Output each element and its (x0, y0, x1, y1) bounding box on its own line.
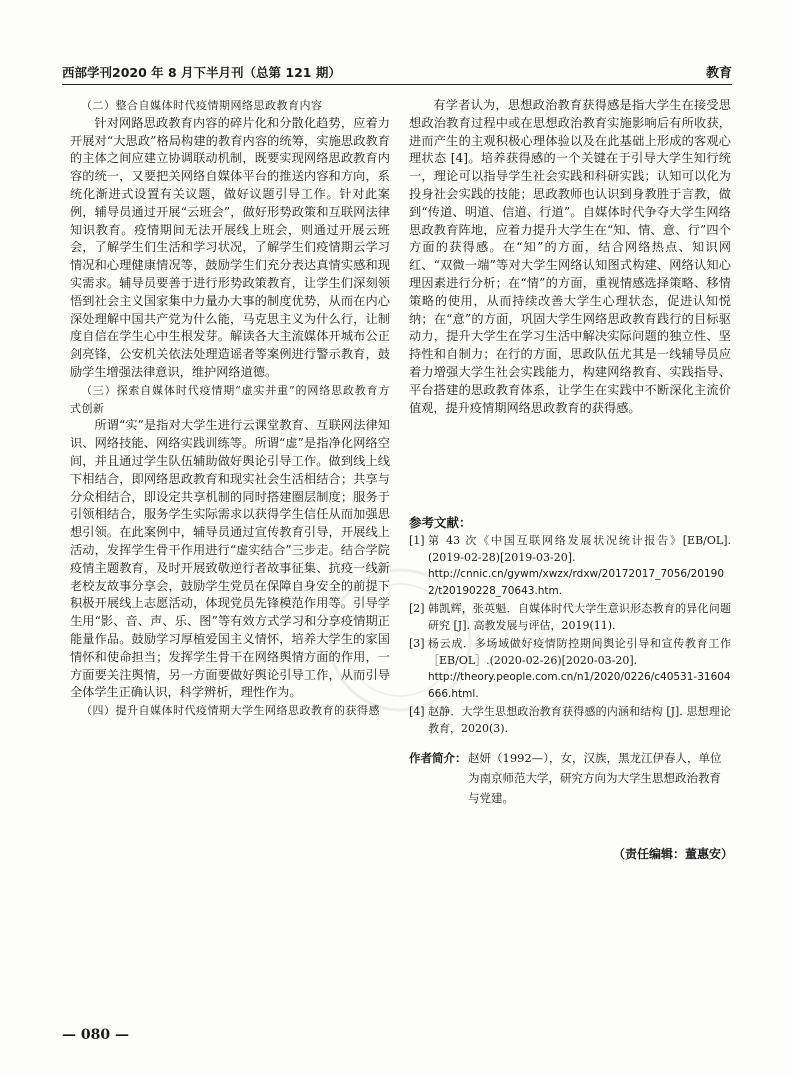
body-paragraph: 有学者认为，思想政治教育获得感是指大学生在接受思想政治教育过程中或在思想政治教育实施影响后有所收获，进而产生的主观积极心理体验以及在此基础上形成的客观心理状态 [4]。培养获得感的一个关键在于引导大学生知行统一，理论可以指导学生社会实践和科研实践；认知可以化为投身社会实践的技能；思政教师也认识到身教胜于言教，做到“传道、明道、信道、行道”。自媒体时代争夺大学生网络思政教育阵地，应着力提升大学生在“知、情、意、行”四个方面的获得感。在“知”的方面，结合网络热点、知识网红、“双微一端”等对大学生网络认知图式构建、网络认知心理因素进行分析；在“情”的方面，重视情感选择策略、移情策略的使用，从而持续改善大学生心理状态，促进认知悦纳；在“意”的方面，巩固大学生网络思政教育践行的目标驱动力，提升大学生在学习生活中解决实际问题的独立性、坚持性和自制力；在行的方面，思政队伍尤其是一线辅导员应着力增强大学生社会实践能力，构建网络教育、实践指导、平台搭建的思政教育体系，让学生在实践中不断深化主流价值观，提升疫情期网络思政教育的获得感。 (409, 98, 731, 415)
reference-text: 第 43 次《中国互联网络发展状况统计报告》[EB/OL].(2019-02-28)[2019-03-20]. (428, 534, 731, 564)
section-label: 教育 (705, 66, 732, 81)
author-bio-label: 作者简介： (409, 751, 467, 765)
left-column (70, 97, 390, 720)
references-list (409, 533, 731, 739)
responsible-editor: （责任编辑：董惠安） (612, 847, 733, 861)
reference-url[interactable]: http://theory.people.com.cn/n1/2020/0226/c40531-31604666.html. (428, 671, 731, 700)
reference-item (409, 533, 731, 599)
reference-number: [4] (409, 705, 425, 718)
reference-item (409, 636, 731, 702)
reference-text: 杨云成．多场域做好疫情防控期间舆论引导和宣传教育工作［EB/OL］.(2020-02-26)[2020-03-20]. (428, 637, 731, 667)
header-journal-issue (62, 63, 341, 81)
page-number: — 080 — (62, 1027, 129, 1043)
reference-url[interactable]: http://cnnic.cn/gywm/xwzx/rdxw/20172017_7056/201902/t20190228_70643.htm. (428, 568, 725, 597)
body-paragraph: 所谓“实”是指对大学生进行云课堂教育、互联网法律知识、网络技能、网络实践训练等。所谓“虚”是指净化网络空间，并且通过学生队伍辅助做好舆论引导工作。做到线上线下相结合，即网络思政教育和现实社会生活相结合；共享与分众相结合，即设定共享机制的同时搭建圈层制度；服务于引领相结合，服务学生实际需求以获得学生信任从而加强思想引领。在此案例中，辅导员通过宣传教育引导，开展线上活动，发挥学生骨干作用进行“虚实结合”三步走。结合学院疫情主题教育，及时开展致敬逆行者故事征集、抗疫一线新老校友故事分享会，鼓励学生党员在保障自身安全的前提下积极开展线上志愿活动，体现党员先锋模范作用等。引导学生用“影、音、声、乐、图”等有效方式学习和分享疫情期正能量作品。鼓励学习厚植爱国主义情怀，培养大学生的家国情怀和使命担当；发挥学生骨干在网络舆情方面的作用，一方面要关注舆情，另一方面要做好舆论引导工作，从而引导全体学生正确认识，科学辨析，理性作为。 (70, 418, 390, 700)
reference-text: 韩凯辉，张英魁．自媒体时代大学生意识形态教育的异化问题研究 [J]. 高教发展与评估，2019(11). (428, 602, 731, 632)
reference-text: 赵静．大学生思想政治教育获得感的内涵和结构 [J]. 思想理论教育，2020(3). (428, 705, 731, 735)
reference-item (409, 601, 731, 634)
reference-number: [2] (409, 602, 425, 615)
right-column (409, 97, 731, 417)
author-bio-text: 赵妍（1992—），女，汉族，黑龙江伊春人，单位为南京师范大学，研究方向为大学生思想政治教育与党建。 (468, 751, 722, 805)
running-header (62, 63, 732, 81)
reference-number: [1] (409, 534, 425, 547)
reference-number: [3] (409, 637, 425, 650)
section-heading: （四）提升自媒体时代疫情期大学生网络思政教育的获得感 (81, 704, 380, 718)
author-bio (409, 748, 731, 808)
section-heading: （二）整合自媒体时代疫情期网络思政教育内容 (81, 99, 323, 112)
header-rule (62, 84, 732, 85)
reference-item (409, 704, 731, 737)
references-title: 参考文献： (409, 515, 472, 530)
journal-name: 西部学刊 (62, 65, 113, 80)
issue-info: 2020 年 8 月下半月刊（总第 121 期） (112, 65, 341, 80)
body-paragraph: 针对网路思政教育内容的碎片化和分散化趋势，应着力开展对“大思政”格局构建的教育内容的统筹，实施思政教育的主体之间应建立协调联动机制，既要实现网络思政教育内容的统一，又要把关网络自媒体平台的推送内容和方向，系统化渐进式设置有关议题，做好议题引导工作。针对此案例，辅导员通过开展“云班会”，做好形势政策和互联网法律知识教育。疫情期间无法开展线上班会，则通过开展云班会，了解学生们生活和学习状况，了解学生们疫情期云学习情况和心理健康情况等，鼓励学生们充分表达真情实感和现实需求。辅导员要善于进行形势政策教育，让学生们深刻领悟到社会主义国家集中力量办大事的制度优势，从而在内心深处理解中国共产党为什么能，马克思主义为什么行，让制度自信在学生心中生根发芽。解读各大主流媒体开城布公正剑亮锋，公安机关依法处理造谣者等案例进行警示教育，鼓励学生增强法律意识，维护网络道德。 (70, 115, 390, 379)
section-heading: （三）探索自媒体时代疫情期“虚实并重”的网络思政教育方式创新 (70, 383, 390, 415)
